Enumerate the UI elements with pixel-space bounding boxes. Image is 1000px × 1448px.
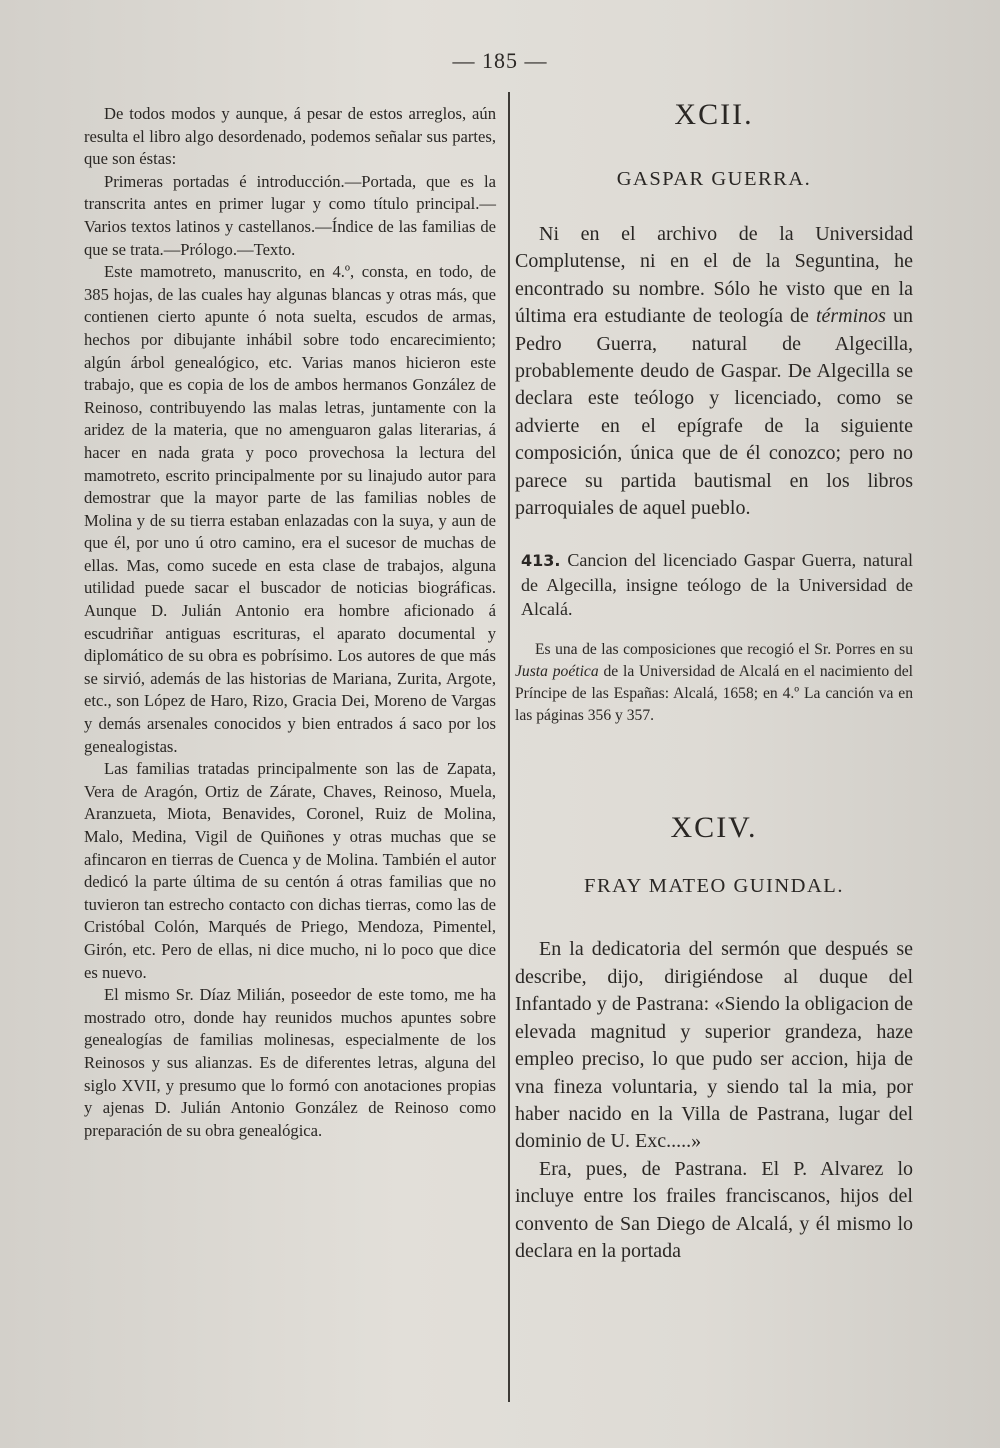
paragraph: Era, pues, de Pastrana. El P. Alvarez lo incluye entre los frailes franciscanos, hijos del convento de San Diego de Alcalá, y él mismo lo declara en la portada — [515, 1157, 913, 1262]
paragraph: El mismo Sr. Díaz Milián, poseedor de este tomo, me ha mostrado otro, donde hay reunidos muchos apuntes sobre genealogías de familias molinesas, especialmente de los Reinosos y sus alianzas. Es de diferentes letras, alguna del siglo XVII, y presumo que lo formó con anotaciones propias y ajenas D. Julián Antonio González de Reinoso como preparación de su obra genealógica. — [84, 985, 496, 1140]
page-number: — 185 — — [452, 48, 548, 73]
section-number: XCII. — [674, 98, 754, 131]
paragraph: De todos modos y aunque, á pesar de estos arreglos, aún resulta el libro algo desordenado, podemos señalar sus partes, que son éstas: — [84, 104, 496, 169]
italic-text: Justa poética — [515, 663, 599, 681]
entry-title: Cancion del licenciado Gaspar Guerra, natural de Algecilla, insigne teólogo de la Universidad de Alcalá. — [521, 550, 913, 620]
paragraph: Las familias tratadas principalmente son las de Zapata, Vera de Aragón, Ortiz de Zárate, Chaves, Reinoso, Muela, Aranzueta, Miota, Benavides, Coronel, Ruiz de Molina, Malo, Medina, Vigil de Quiñones y otras muchas que se afincaron en tierras de Cuenca y de Molina. También el autor dedicó la parte última de su centón á otras familias que no tuvieron tan estrecho contacto con dichas tierras, como las de Cristóbal Colón, Marqués de Priego, Mendoza, Pimentel, Girón, etc. Pero de ellas, ni dice mucho, ni lo poco que dice es nuevo. — [84, 759, 496, 982]
left-column — [84, 103, 496, 1142]
text-run: un Pedro Guerra, natural de Algecilla, probablemente deudo de Gaspar. De Algecilla se declara este teólogo y licenciado, como se advierte en el epígrafe de la siguiente composición, única que de él conozco; pero no parece su partida bautismal en los libros parroquiales de aquel pueblo. — [515, 305, 913, 520]
entry-number: 413. — [521, 551, 561, 571]
section-body — [515, 936, 913, 1265]
section-author-name: FRAY MATEO GUINDAL. — [584, 875, 844, 898]
section-number: XCIV. — [670, 811, 758, 845]
section-author-name: GASPAR GUERRA. — [616, 168, 812, 190]
column-divider — [508, 92, 510, 1402]
entry-note — [515, 639, 913, 727]
text-run: Es una de las composiciones que recogió el Sr. Porres en su — [535, 641, 913, 659]
work-entry — [515, 548, 913, 621]
text-run: Ni en el archivo de la Universidad Complutense, ni en el de la Seguntina, he encontrado su nombre. Sólo he visto que en la última era estudiante de teología de — [515, 223, 913, 328]
text-run: de la Universidad de Alcalá en el nacimiento del Príncipe de las Españas: Alcalá, 1658; en 4.º La canción va en las páginas 356 y 357. — [515, 663, 913, 725]
paragraph: En la dedicatoria del sermón que después se describe, dijo, dirigiéndose al duque del Infantado y de Pastrana: «Siendo la obligacion de elevada magnitud y superior grandeza, haze empleo preciso, lo que pudo ser accion, hija de vna fineza voluntaria, y siendo tal la mia, por haber nacido en la Villa de Pastrana, lugar del dominio de U. Exc.....» — [515, 938, 913, 1153]
paragraph: Primeras portadas é introducción.—Portada, que es la transcrita antes en primer lugar y como título principal.—Varios textos latinos y castellanos.—Índice de las familias de que se trata.—Prólogo.—Texto. — [84, 171, 496, 259]
italic-text: términos — [815, 305, 886, 328]
paragraph — [515, 221, 913, 522]
paragraph: Este mamotreto, manuscrito, en 4.º, consta, en todo, de 385 hojas, de las cuales hay algunas blancas y otras más, que contienen cierto apunte ó nota suelta, escudos de armas, hechos por dibujante inhábil sobre todo encarecimiento; algún árbol genealógico, etc. Varias manos hicieron este trabajo, que es copia de los de ambos hermanos González de Reinoso, contribuyendo las malas letras, juntamente con la aridez de la materia, que no amenguaron galas literarias, á hacer en nada grata y poco provechosa la lectura del mamotreto, escrito principalmente por su linajudo autor para demostrar que la mayor parte de las familias nobles de Molina y de su tierra estaban enlazadas con la suya, y aun de que él, por uno ú otro camino, era el sucesor de muchas de ellas. Mas, como sucede en esta clase de trabajos, alguna utilidad puede sacar el buscador de noticias biográficas. Aunque D. Julián Antonio era hombre aficionado á escudriñar antiguas escrituras, el aparato documental y diplomático de su obra es pobrísimo. Los autores de que más se sirvió, además de las historias de Mariana, Zurita, Argote, etc., son López de Haro, Rizo, Gracia Dei, Moreno de Vargas y demás arsenales conocidos y bien entrados á saco por los genealogistas. — [84, 262, 496, 756]
right-column — [515, 98, 913, 1265]
section-body — [515, 221, 913, 522]
